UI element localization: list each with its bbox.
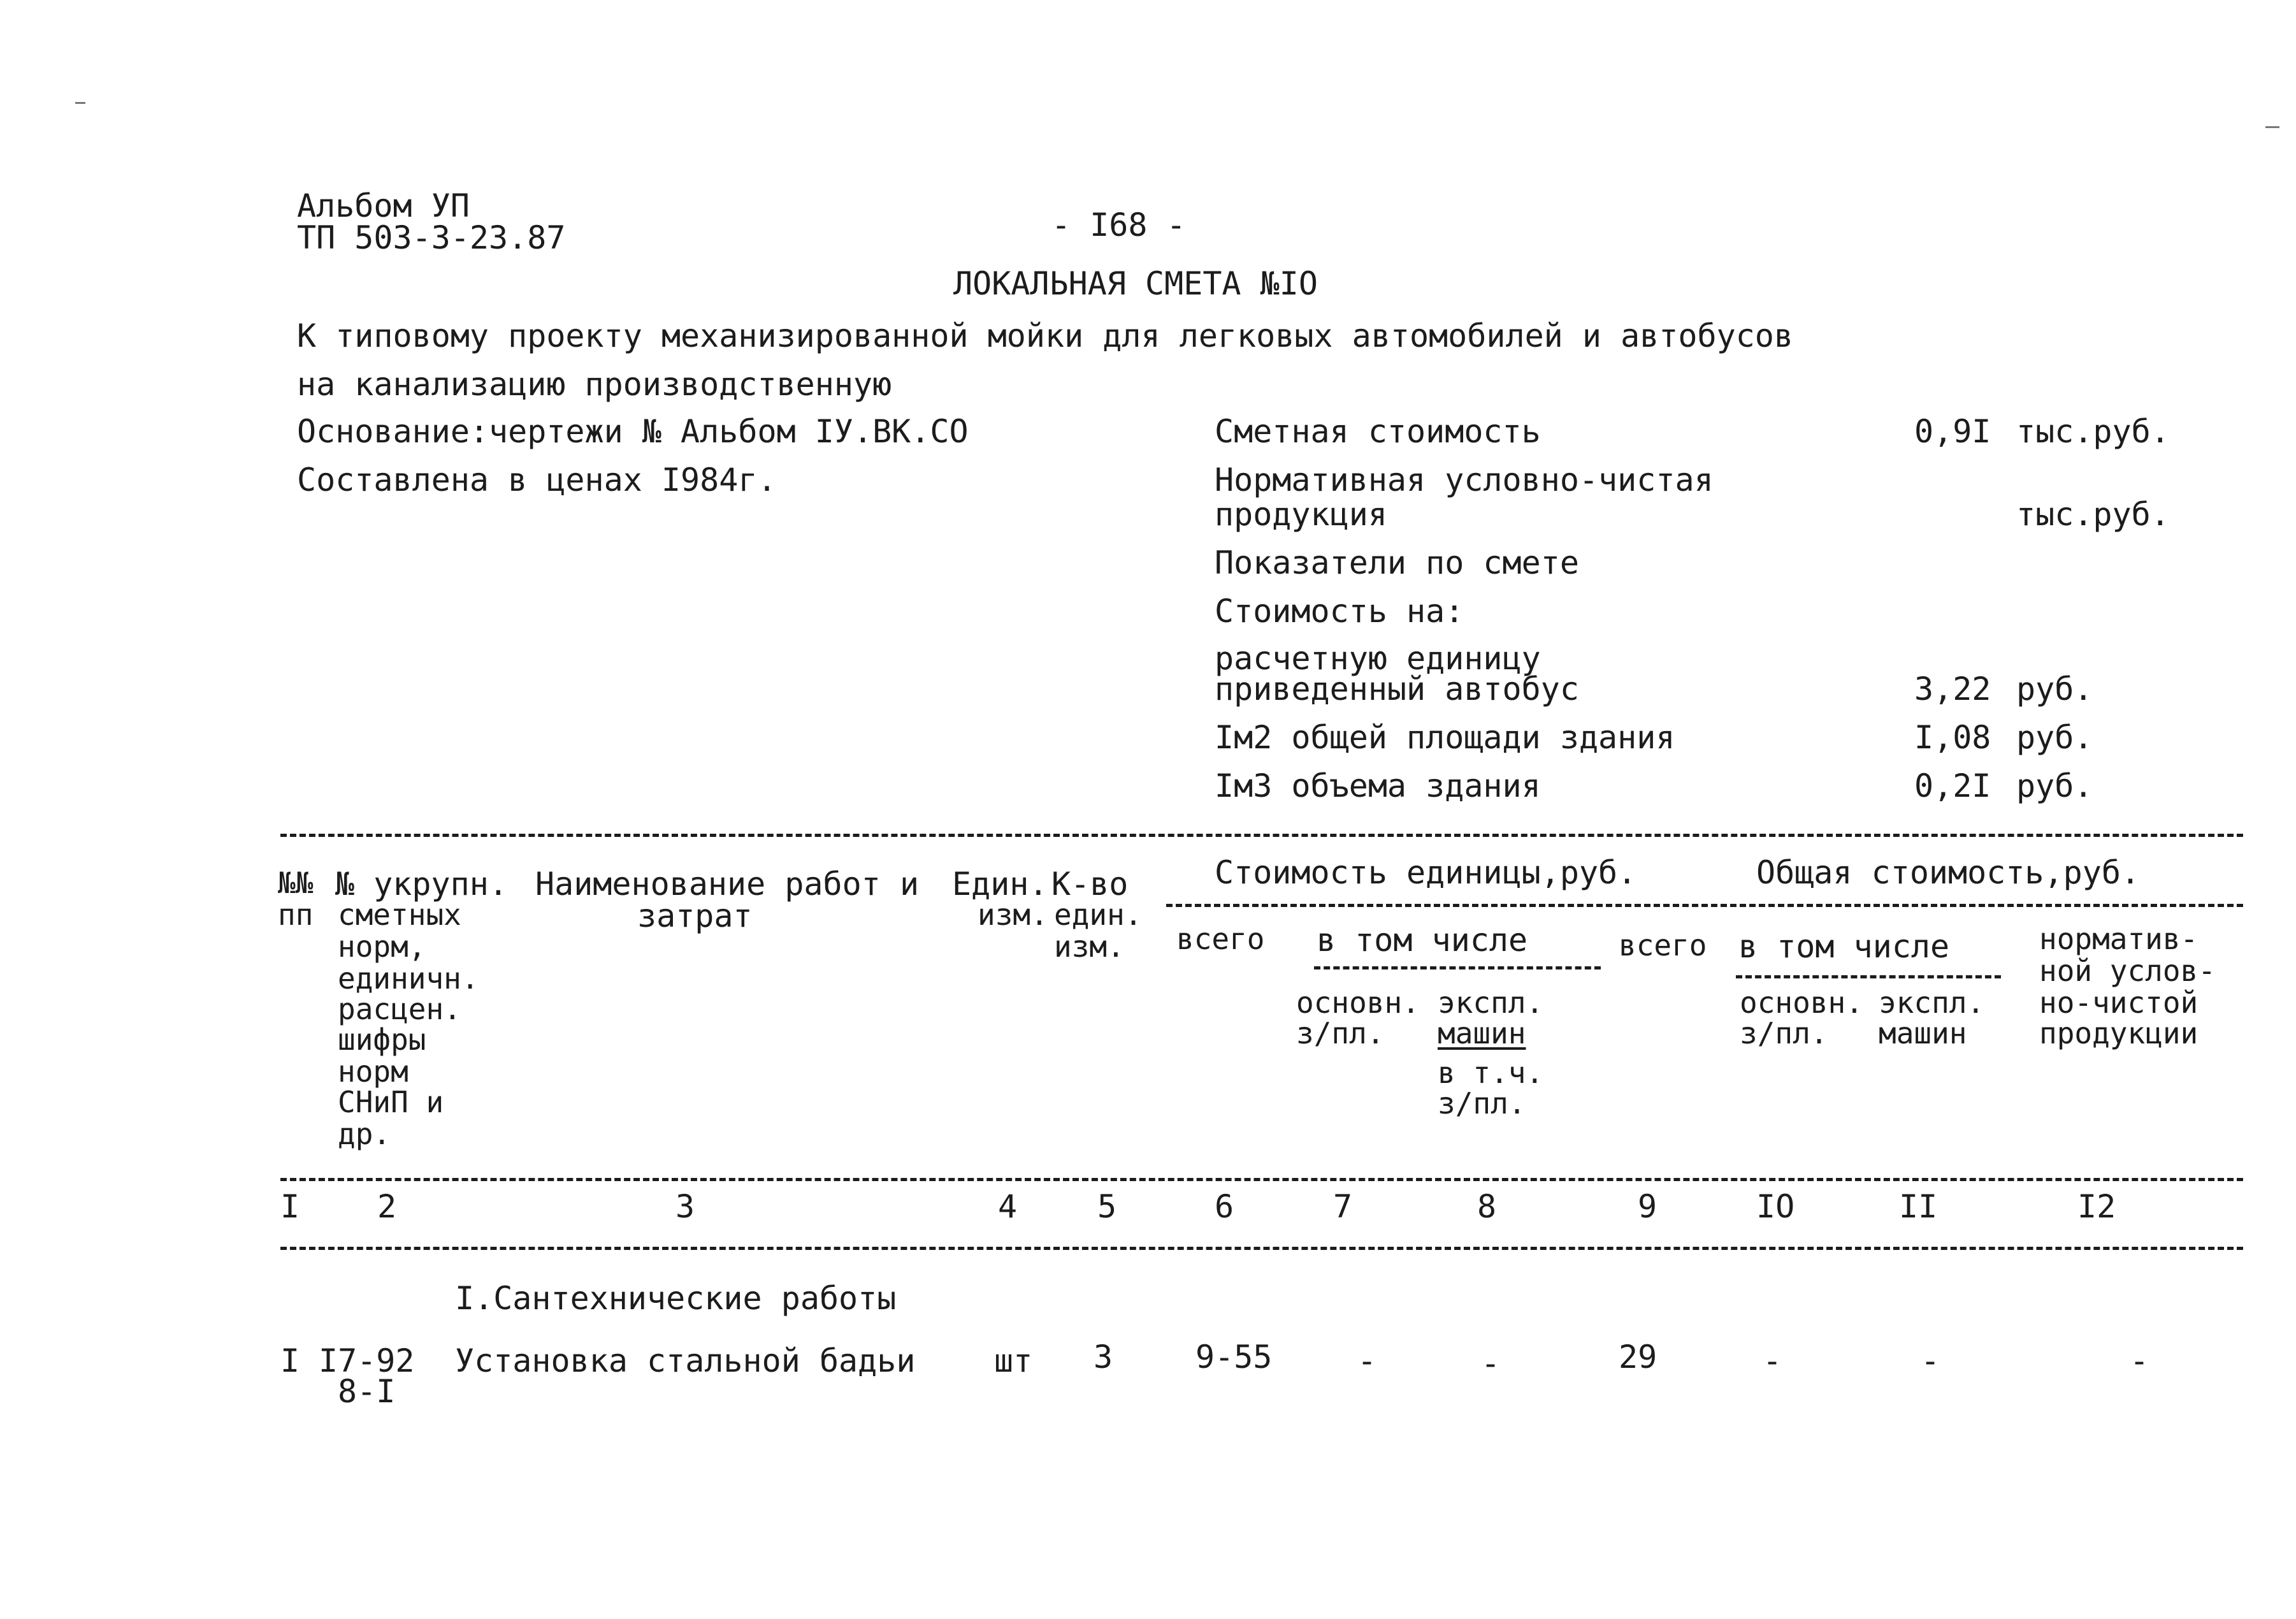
column-numbers-bottom-rule <box>280 1247 2243 1250</box>
header-col2-line: единичн. <box>338 961 479 996</box>
header-col2-line: расцен. <box>338 992 461 1026</box>
row-total: 29 <box>1619 1339 1657 1376</box>
row-num: I <box>280 1342 300 1379</box>
column-number: 4 <box>998 1188 1018 1225</box>
header-col3-b: затрат <box>637 897 753 934</box>
header-col8-b: машин <box>1438 1016 1526 1050</box>
header-col8-d: з/пл. <box>1438 1086 1526 1121</box>
header-col10-b: з/пл. <box>1740 1016 1828 1050</box>
normative-label-2: продукция <box>1215 496 1387 533</box>
header-col11-b: машин <box>1879 1016 1967 1050</box>
unit-label-1: расчетную единицу <box>1215 640 1541 677</box>
header-col1-b: пп <box>278 897 314 932</box>
header-col5-a: К-во <box>1051 866 1129 903</box>
header-col6: всего <box>1176 922 1265 956</box>
column-number: I <box>280 1188 300 1225</box>
section-title: I.Сантехнические работы <box>455 1280 897 1317</box>
scan-speck <box>75 102 85 104</box>
header-col2-line: шифры <box>338 1022 426 1057</box>
unit-value: 3,22 <box>1914 671 1991 708</box>
row-qty: 3 <box>1094 1339 1113 1376</box>
header-col2-line: др. <box>338 1117 391 1151</box>
header-col12-line: норматив- <box>2039 922 2199 956</box>
header-col10-11-group: в том числе <box>1738 928 1950 965</box>
normative-unit: тыс.руб. <box>2016 496 2170 533</box>
column-number: 8 <box>1477 1188 1497 1225</box>
row-total-machine: - <box>1921 1342 1940 1379</box>
header-col12-line: но-чистой <box>2039 985 2199 1020</box>
column-number: 5 <box>1097 1188 1117 1225</box>
table-top-rule <box>280 834 2243 837</box>
row-total-wage: - <box>1763 1342 1782 1379</box>
row-code-1: I7-92 <box>319 1342 415 1379</box>
area-unit: руб. <box>2016 719 2093 756</box>
row-unit-total: 9-55 <box>1195 1339 1273 1376</box>
column-numbers-top-rule <box>280 1178 2243 1181</box>
row-normative: - <box>2130 1342 2149 1379</box>
basis-line: Основание:чертежи № Альбом IУ.ВК.СО <box>297 413 969 450</box>
column-number: 2 <box>377 1188 397 1225</box>
unit-cost-group-header: Стоимость единицы,руб. <box>1215 854 1637 891</box>
column-number: 3 <box>675 1188 695 1225</box>
header-col3-a: Наименование работ и <box>535 866 920 903</box>
header-col2-line: норм <box>338 1054 408 1089</box>
header-col10-a: основн. <box>1740 985 1863 1020</box>
column-number: I2 <box>2077 1188 2116 1225</box>
cost-for-label: Стоимость на: <box>1215 593 1464 630</box>
header-col4-a: Един. <box>952 866 1048 903</box>
indicators-label: Показатели по смете <box>1215 544 1579 581</box>
row-unit-wage: - <box>1357 1342 1377 1379</box>
volume-unit: руб. <box>2016 767 2093 804</box>
header-col8-c: в т.ч. <box>1438 1056 1544 1090</box>
header-col5-c: изм. <box>1054 929 1125 964</box>
column-number: IO <box>1756 1188 1795 1225</box>
column-number: 7 <box>1333 1188 1353 1225</box>
group-header-rule <box>1166 904 2243 907</box>
scan-speck <box>2265 126 2279 128</box>
subgroup-rule-left <box>1314 966 1601 969</box>
unit-label-2: приведенный автобус <box>1215 671 1579 708</box>
row-unit: шт <box>994 1342 1033 1379</box>
volume-label: Iм3 объема здания <box>1215 767 1541 804</box>
estimated-cost-unit: тыс.руб. <box>2016 413 2170 450</box>
header-col12-line: продукции <box>2039 1016 2199 1050</box>
estimated-cost-label: Сметная стоимость <box>1215 413 1541 450</box>
normative-label-1: Нормативная условно-чистая <box>1215 461 1714 498</box>
estimated-cost-value: 0,9I <box>1914 413 1991 450</box>
header-col2-line: СНиП и <box>338 1085 444 1119</box>
subgroup-rule-right <box>1736 975 2001 978</box>
header-col12-line: ной услов- <box>2039 954 2216 988</box>
header-col1-a: №№ <box>278 866 314 900</box>
intro-line-1: К типовому проекту механизированной мойки для легковых автомобилей и автобусов <box>297 317 1793 354</box>
header-col5-b: един. <box>1054 897 1143 932</box>
prices-line: Составлена в ценах I984г. <box>297 461 777 498</box>
album-label: Альбом УП <box>297 187 470 224</box>
area-value: I,08 <box>1914 719 1991 756</box>
header-col2-line: № укрупн. <box>335 866 508 903</box>
header-col8-a: экспл. <box>1438 985 1544 1020</box>
header-col7-8-group: в том числе <box>1317 922 1528 959</box>
document-title: ЛОКАЛЬНАЯ СМЕТА №IO <box>953 265 1318 302</box>
area-label: Iм2 общей площади здания <box>1215 719 1675 756</box>
column-number: II <box>1899 1188 1938 1225</box>
column-number: 9 <box>1638 1188 1657 1225</box>
project-code: ТП 503-3-23.87 <box>297 219 566 256</box>
unit-unit: руб. <box>2016 671 2093 708</box>
row-code-2: 8-I <box>338 1373 396 1410</box>
header-col7-a: основн. <box>1296 985 1420 1020</box>
column-number: 6 <box>1215 1188 1234 1225</box>
volume-value: 0,2I <box>1914 767 1991 804</box>
intro-line-2: на канализацию производственную <box>297 366 892 403</box>
header-col9: всего <box>1619 928 1707 962</box>
header-col11-a: экспл. <box>1879 985 1985 1020</box>
header-col2-line: норм, <box>338 929 426 964</box>
header-col7-b: з/пл. <box>1296 1016 1385 1050</box>
page-number: - I68 - <box>1051 207 1186 243</box>
row-name: Установка стальной бадьи <box>455 1342 916 1379</box>
header-col4-b: изм. <box>978 897 1048 932</box>
row-unit-machine: - <box>1481 1345 1501 1382</box>
total-cost-group-header: Общая стоимость,руб. <box>1756 854 2141 891</box>
header-col2-line: сметных <box>338 897 461 932</box>
